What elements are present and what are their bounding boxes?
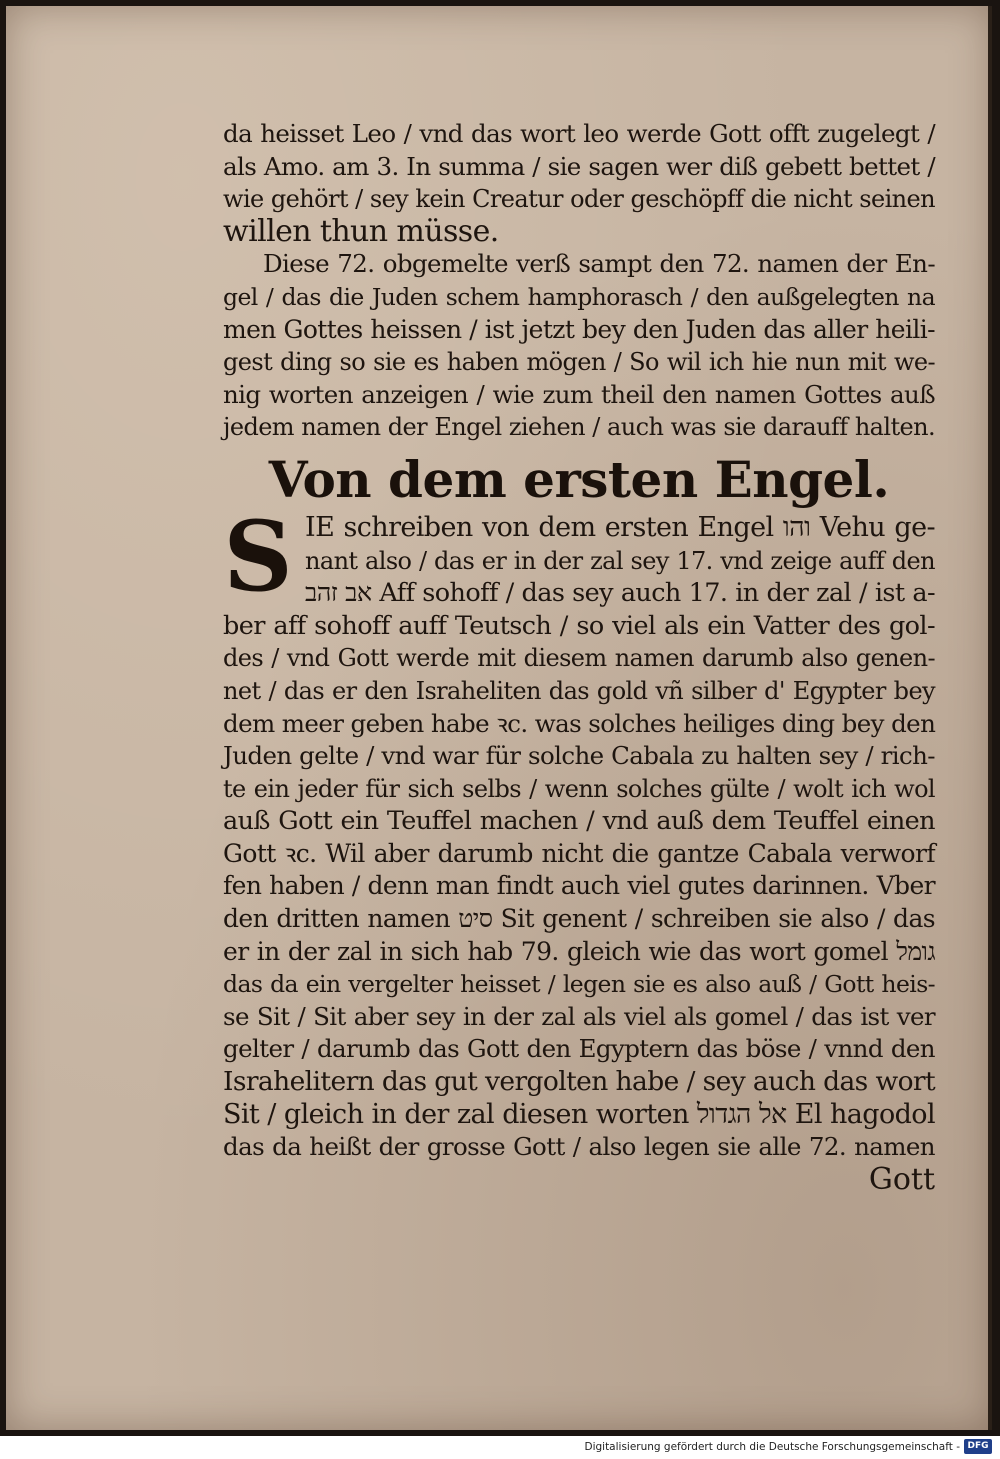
paragraph-1 [223, 118, 935, 248]
text-line: das da heißt der grosse Gott / also legen sie alle 72. namen [223, 1132, 935, 1162]
text-line: wie gehört / sey kein Creatur oder geschöpff die nicht seinen [223, 185, 935, 214]
text-line: das da ein vergelter heisset / legen sie es also auß / Gott heis- [223, 970, 935, 999]
text-line: da heisset Leo / vnd das wort leo werde Gott offt zugelegt / [223, 119, 935, 148]
text-line: Sit / gleich in der zal diesen worten אל הגדול El hagodol [223, 1098, 935, 1130]
page-edge [988, 6, 992, 1430]
text-line: jedem namen der Engel ziehen / auch was sie darauff halten. [223, 413, 935, 442]
text-line: des / vnd Gott werde mit diesem namen darumb also genen- [223, 644, 935, 673]
text-block [223, 118, 935, 1196]
text-line: als Amo. am 3. In summa / sie sagen wer diß gebett bettet / [223, 151, 935, 181]
section-heading: Von dem ersten Engel. [268, 449, 890, 509]
text-line: אב זהב Aff sohoff / das sey auch 17. in der zal / ist a- [305, 578, 935, 609]
text-line: ber aff sohoff auff Teutsch / so viel als ein Vatter des gol- [223, 610, 935, 641]
text-line: Diese 72. obgemelte verß sampt den 72. namen der En- [263, 249, 935, 279]
text-line: IE schreiben von dem ersten Engel והו Vehu ge- [305, 511, 935, 543]
text-line: net / das er den Israheliten das gold vñ silber d' Egypter bey [223, 676, 935, 705]
funding-credit: Digitalisierung gefördert durch die Deutsche Forschungsgemeinschaft - [584, 1441, 960, 1453]
paragraph-3 [223, 499, 936, 1164]
footer [0, 1436, 1000, 1459]
paragraph-2 [223, 248, 935, 444]
text-line: Juden gelte / vnd war für solche Cabala zu halten sey / rich- [223, 741, 935, 771]
text-line: se Sit / Sit aber sey in der zal als viel als gomel / das ist ver [223, 1001, 935, 1031]
text-line: men Gottes heissen / ist jetzt bey den Juden das aller heili- [223, 314, 935, 344]
text-line: gest ding so sie es haben mögen / So wil ich hie nun mit we- [223, 348, 935, 377]
text-line: auß Gott ein Teuffel machen / vnd auß dem Teuffel einen [223, 806, 935, 837]
text-line: te ein jeder für sich selbs / wenn solches gülte / wolt ich wol [223, 774, 935, 803]
text-line: gelter / darumb das Gott den Egyptern das böse / vnnd den [223, 1034, 935, 1064]
text-line: dem meer geben habe ꝛc. was solches heiliges ding bey den [223, 708, 936, 738]
text-line: er in der zal in sich hab 79. gleich wie das wort gomel גומל [223, 936, 935, 966]
text-line: den dritten namen סיט Sit genent / schreiben sie also / das [223, 904, 936, 934]
dfg-logo-icon: DFG [964, 1439, 992, 1454]
text-line: nig worten anzeigen / wie zum theil den namen Gottes auß [223, 379, 935, 409]
book-page [6, 6, 992, 1430]
text-line: willen thun müsse. [223, 213, 499, 249]
text-line: Israhelitern das gut vergolten habe / sey auch das wort [223, 1066, 936, 1098]
text-line: fen haben / denn man findt auch viel gutes darinnen. Vber [223, 871, 935, 901]
decorated-initial: S [223, 499, 293, 613]
catchword: Gott [868, 1161, 935, 1197]
text-line: gel / das die Juden schem hamphorasch / den außgelegten na [223, 282, 935, 311]
text-line: Gott ꝛc. Wil aber darumb nicht die gantze Cabala verworf [223, 838, 935, 868]
text-line: nant also / das er in der zal sey 17. vnd zeige auff den [305, 546, 935, 575]
